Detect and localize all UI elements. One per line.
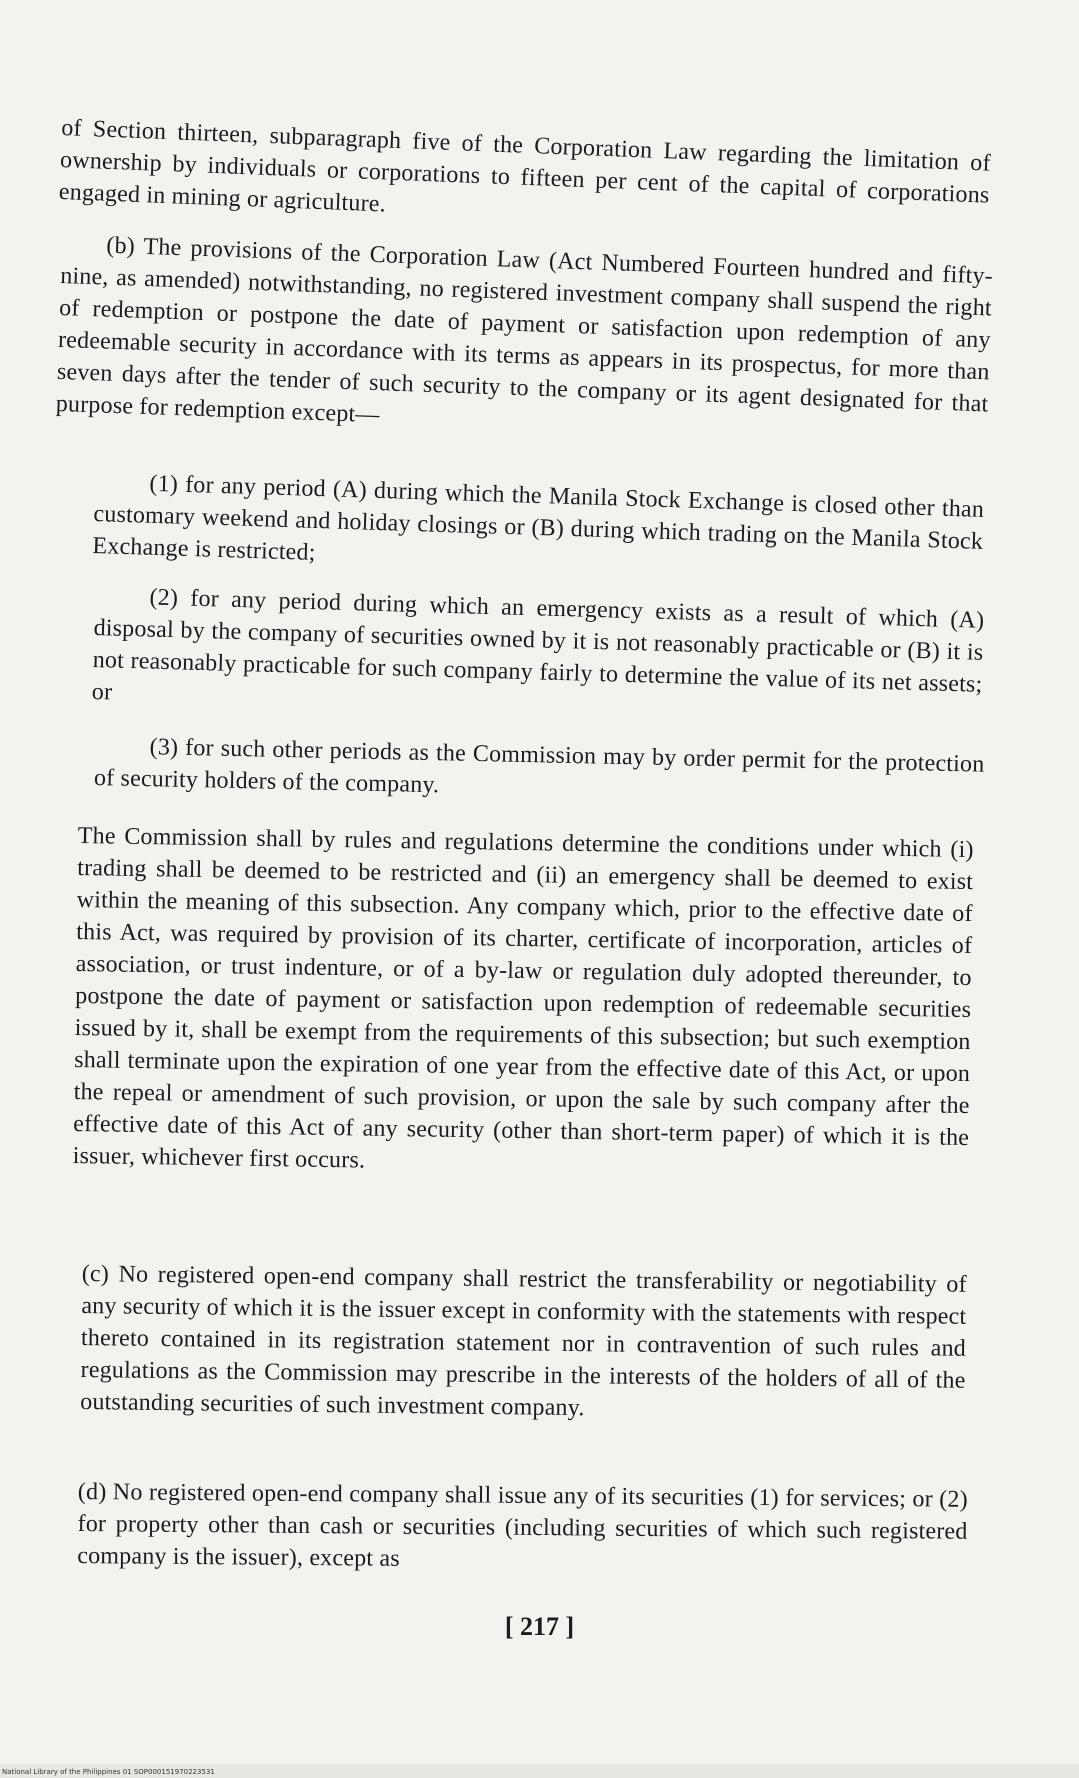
paragraph-d-text: (d) No registered open-end company shall issue any of its securities (1) for services; or (2) for property other than cash or securities (including securities of which such registered company is the issuer), except as: [77, 1478, 968, 1572]
list-item-1-text: (1) for any period (A) during which the Manila Stock Exchange is closed other than customary weekend and holiday closings or (B) during which trading on the Manila Stock Exchange is restricted;: [92, 470, 985, 566]
list-item-2-text: (2) for any period during which an emergency exists as a result of which (A) disposal by the company of securities owned by it is not reasonably practicable or (B) it is not reasonably practicable for such company fairly to determine the value of its net assets; or: [91, 584, 985, 706]
paragraph-b: [55, 228, 993, 452]
list-item-3: [94, 730, 985, 813]
paragraph-d: [77, 1476, 968, 1580]
paragraph-c: [80, 1258, 967, 1429]
intro-paragraph: [58, 112, 991, 244]
paragraph-b-text: (b) The provisions of the Corporation Law (Act Numbered Fourteen hundred and fifty-nine, as amended) notwithstanding, no registered investment company shall suspend the right of redemption or postpone the date of payment or satisfaction upon redemption of any redeemable security in accordance with its terms as appears in its prospectus, for more than seven days after the tender of such security to the company or its agent designated for that purpose for redemption except—: [55, 232, 994, 429]
commission-paragraph: [72, 820, 973, 1186]
commission-paragraph-text: The Commission shall by rules and regulations determine the conditions under which (i) trading shall be deemed to be restricted and (ii) an emergency shall be deemed to exist within the meaning of this subsection. Any company which, prior to the effective date of this Act, was required by provision of its charter, certificate of incorporation, articles of association, or trust indenture, or of a by-law or regulation duly adopted thereunder, to postpone the date of payment or satisfaction upon redemption of redeemable securities issued by it, shall be exempt from the requirements of this subsection; but such exemption shall terminate upon the expiration of one year from the effective date of this Act, or upon the repeal or amendment of such provision, or upon the sale by such company after the effective date of this Act of any security (other than short-term paper) of which it is the issuer, whichever first occurs.: [72, 822, 974, 1174]
list-item-3-text: (3) for such other periods as the Commission may by order permit for the protection of security holders of the company.: [93, 734, 985, 799]
intro-text: of Section thirteen, subparagraph five of the Corporation Law regarding the limitation of ownership by individuals or corporations to fifteen per cent of the capital of corporations engaged in mining or agriculture.: [58, 114, 992, 218]
paragraph-c-text: (c) No registered open-end company shall restrict the transferability or negotiability of any security of which it is the issuer except in conformity with the statements with respect thereto contained in its registration statement nor in contravention of such rules and regulations as the Commission may prescribe in the interests of the holders of all of the outstanding securities of such investment company.: [80, 1260, 967, 1422]
page-number: [ 217 ]: [504, 1612, 575, 1641]
scan-credit: National Library of the Philippines 01 SOP000151970223531: [2, 1768, 215, 1776]
list-item-2: [91, 580, 984, 733]
list-item-1: [92, 466, 985, 590]
